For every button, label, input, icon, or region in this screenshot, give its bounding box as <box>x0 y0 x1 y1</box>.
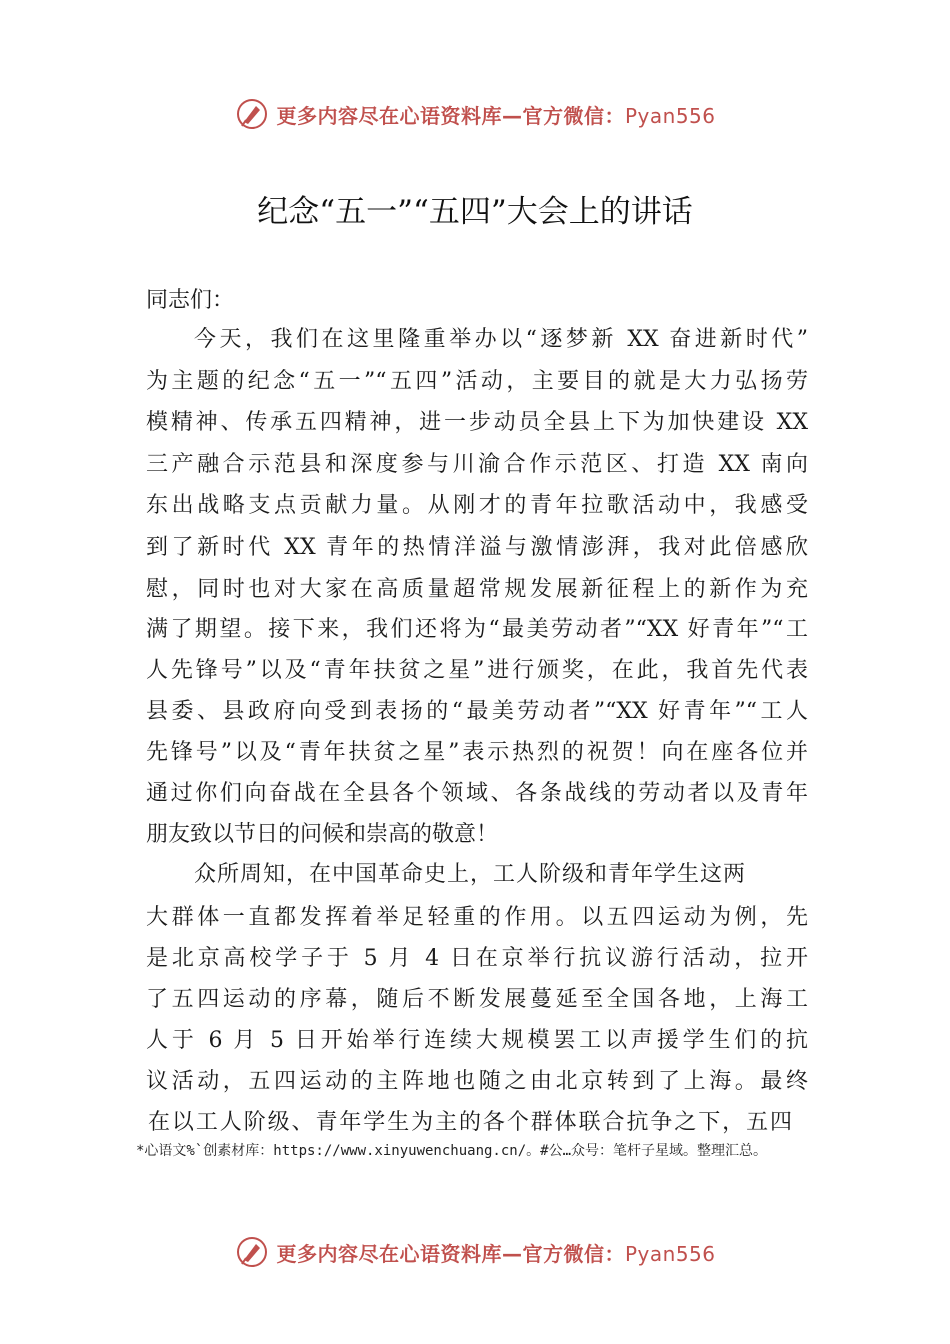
body-line: 通过你们向奋战在全县各个领域、各条战线的劳动者以及青年 <box>146 781 808 806</box>
body-line: 人先锋号”以及“青年扶贫之星”进行颁奖，在此，我首先代表 <box>146 658 808 683</box>
banner-text: 更多内容尽在心语资料库—官方微信：Pyan556 <box>276 103 716 128</box>
body-line: 先锋号”以及“青年扶贫之星”表示热烈的祝贺！向在座各位并 <box>146 740 808 765</box>
body-line: 是北京高校学子于 5 月 4 日在京举行抗议游行活动，拉开 <box>146 946 808 971</box>
body-line: 为主题的纪念“五一”“五四”活动，主要目的就是大力弘扬劳 <box>146 369 808 394</box>
salutation: 同志们： <box>146 288 235 313</box>
body-line: 人于 6 月 5 日开始举行连续大规模罢工以声援学生们的抗 <box>146 1028 808 1053</box>
body-line: 今天，我们在这里隆重举办以“逐梦新 XX 奋进新时代” <box>194 327 808 352</box>
body-line: 了五四运动的序幕，随后不断发展蔓延至全国各地，上海工 <box>146 987 808 1012</box>
banner-text: 更多内容尽在心语资料库—官方微信：Pyan556 <box>276 1241 716 1266</box>
pen-nib-icon <box>234 96 270 132</box>
body-line: 慰，同时也对大家在高质量超常规发展新征程上的新作为充 <box>146 577 808 602</box>
body-line: 大群体一直都发挥着举足轻重的作用。以五四运动为例，先 <box>146 905 808 930</box>
body-line: 到了新时代 XX 青年的热情洋溢与激情澎湃，我对此倍感欣 <box>146 535 808 560</box>
body-line: 模精神、传承五四精神，进一步动员全县上下为加快建设 XX <box>146 410 808 435</box>
page-title: 纪念“五一”“五四”大会上的讲话 <box>257 194 693 230</box>
header-banner <box>0 94 950 134</box>
footer-banner <box>0 1232 950 1272</box>
body-line: 在以工人阶级、青年学生为主的各个群体联合抗争之下，五四 <box>148 1110 792 1135</box>
body-line: 众所周知，在中国革命史上，工人阶级和青年学生这两 <box>194 862 747 887</box>
body-line: 东出战略支点贡献力量。从刚才的青年拉歌活动中，我感受 <box>146 493 808 518</box>
body-line: 朋友致以节日的问候和崇高的敬意！ <box>146 822 499 847</box>
pen-nib-icon <box>234 1234 270 1270</box>
body-line: 三产融合示范县和深度参与川渝合作示范区、打造 XX 南向 <box>146 452 808 477</box>
body-line: 县委、县政府向受到表扬的“最美劳动者”“XX 好青年”“工人 <box>146 699 808 724</box>
body-line: 满了期望。接下来，我们还将为“最美劳动者”“XX 好青年”“工 <box>146 617 808 642</box>
footnote: *心语文%`创素材库：https://www.xinyuwenchuang.cn/。#公…众号：笔杆子星域。整理汇总。 <box>136 1143 768 1159</box>
body-line: 议活动，五四运动的主阵地也随之由北京转到了上海。最终 <box>146 1069 808 1094</box>
